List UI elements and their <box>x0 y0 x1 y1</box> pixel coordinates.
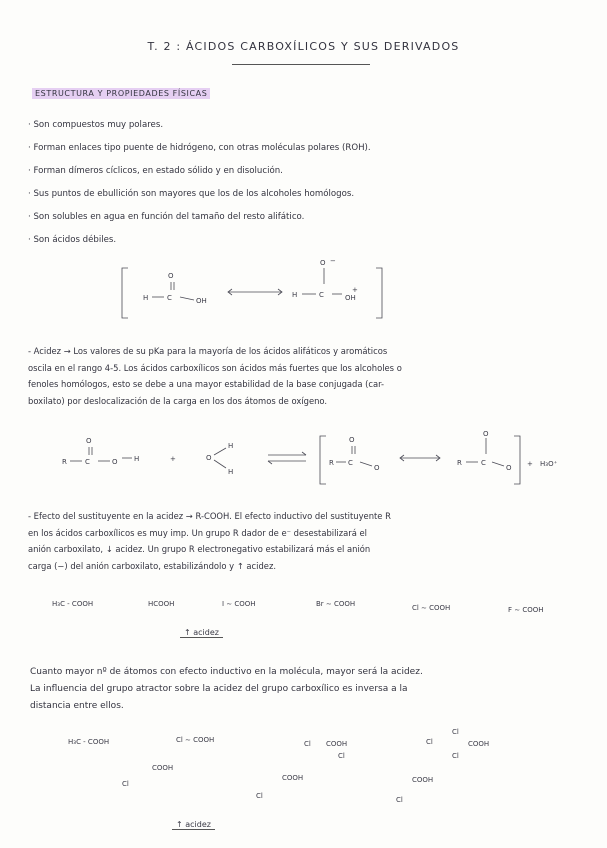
atom-label: H <box>134 455 140 463</box>
hydronium-label: H₃O⁺ <box>540 460 558 468</box>
atom-label: O <box>86 437 92 445</box>
compound-label: Cl ∼ COOH <box>176 736 215 744</box>
plus-sign: + <box>170 455 176 463</box>
atom-label: O <box>374 464 380 472</box>
substituent-paragraph <box>28 508 598 574</box>
compound-label: Cl <box>452 752 459 760</box>
charge-label: + <box>352 286 358 294</box>
compound-label: Cl <box>452 728 459 736</box>
highlight-marker <box>28 508 260 511</box>
atom-label: H <box>228 442 234 450</box>
list-item: · Forman enlaces tipo puente de hidrógeno, con otras moléculas polares (ROH). <box>28 143 371 153</box>
section-heading-text: ESTRUCTURA Y PROPIEDADES FÍSICAS <box>32 88 210 99</box>
atom-label: C <box>348 459 353 467</box>
inductive-effect-paragraph <box>30 664 600 715</box>
paragraph-line: distancia entre ellos. <box>30 701 124 711</box>
atom-label: O <box>349 436 355 444</box>
paragraph-line: oscila en el rango 4-5. Los ácidos carboxílicos son ácidos más fuertes que los alcoholes o <box>28 362 402 373</box>
compound-label: HCOOH <box>148 600 175 608</box>
atom-label: OH <box>196 297 207 305</box>
charge-label: − <box>330 257 336 265</box>
atom-label: H <box>292 291 298 299</box>
page-title: T. 2 : ÁCIDOS CARBOXÍLICOS Y SUS DERIVADOS <box>147 40 460 53</box>
right-bracket <box>514 436 520 484</box>
acidity-paragraph <box>28 343 598 409</box>
atom-label: C <box>319 291 324 299</box>
compound-label: H₃C - COOH <box>52 600 94 608</box>
paragraph-line: carga (−) del anión carboxilato, estabilizándolo y ↑ acidez. <box>28 560 277 571</box>
compound-label: COOH <box>152 764 174 772</box>
atom-label: C <box>481 459 486 467</box>
paragraph-line: - Efecto del sustituyente en la acidez → R-COOH. El efecto inductivo del sustituyente R <box>28 511 391 521</box>
compound-label: H₃C - COOH <box>68 738 110 746</box>
compound-label: Cl <box>396 796 403 804</box>
paragraph-line: La influencia del grupo atractor sobre la acidez del grupo carboxílico es inversa a la <box>30 684 408 694</box>
paragraph-line: - Acidez → Los valores de su pKa para la mayoría de los ácidos alifáticos y aromáticos <box>28 346 388 356</box>
compound-label: Cl <box>122 780 129 788</box>
paragraph-line: anión carboxilato, ↓ acidez. Un grupo R electronegativo estabilizará más el anión <box>28 544 371 555</box>
acidity-trend-label: ↑ acidez <box>180 628 223 638</box>
atom-label: O <box>112 458 118 466</box>
list-item: · Forman dímeros cíclicos, en estado sólido y en disolución. <box>28 166 283 176</box>
list-item: · Son ácidos débiles. <box>28 235 117 245</box>
atom-label: O <box>483 430 489 438</box>
paragraph-line: Cuanto mayor nº de átomos con efecto inductivo en la molécula, mayor será la acidez. <box>30 667 423 677</box>
paragraph-line: boxilato) por deslocalización de la carga en los dos átomos de oxígeno. <box>28 395 328 406</box>
atom-label: R <box>62 458 67 466</box>
paragraph-line: en los ácidos carboxílicos es muy imp. Un grupo R dador de e⁻ desestabilizará el <box>28 527 367 538</box>
compound-label: COOH <box>468 740 490 748</box>
compound-label: COOH <box>326 740 348 748</box>
right-bracket <box>376 268 382 318</box>
plus-sign: + <box>527 460 533 468</box>
compound-label: Cl <box>426 738 433 746</box>
bond <box>492 462 504 466</box>
acidity-trend-label: ↑ acidez <box>172 820 215 830</box>
compound-label: I ∼ COOH <box>222 600 256 608</box>
compound-label: Br ∼ COOH <box>316 600 356 608</box>
paragraph-line: fenoles homólogos, esto se debe a una mayor estabilidad de la base conjugada (car- <box>28 379 385 390</box>
compound-label: Cl ∼ COOH <box>412 604 451 612</box>
atom-label: O <box>506 464 512 472</box>
compound-label: COOH <box>412 776 434 784</box>
acid-equilibrium-diagram <box>62 430 558 484</box>
atom-label: H <box>143 294 149 302</box>
resonance-diagram <box>122 257 382 318</box>
bond <box>180 297 194 300</box>
compound-label: F ∼ COOH <box>508 606 544 614</box>
list-item: · Sus puntos de ebullición son mayores que los de los alcoholes homólogos. <box>28 189 355 199</box>
atom-label: C <box>167 294 172 302</box>
compound-label: Cl <box>304 740 311 748</box>
compound-label: COOH <box>282 774 304 782</box>
list-item: · Son compuestos muy polares. <box>28 120 164 130</box>
atom-label: OH <box>345 294 356 302</box>
bond <box>214 460 226 468</box>
left-bracket <box>122 268 128 318</box>
atom-label: O <box>320 259 326 267</box>
atom-label: R <box>329 459 334 467</box>
atom-label: O <box>206 454 212 462</box>
list-item: · Son solubles en agua en función del tamaño del resto alifático. <box>28 212 305 222</box>
bond <box>360 462 372 466</box>
atom-label: R <box>457 459 462 467</box>
bond <box>214 448 226 455</box>
atom-label: H <box>228 468 234 476</box>
atom-label: O <box>168 272 174 280</box>
atom-label: C <box>85 458 90 466</box>
compound-label: Cl <box>256 792 263 800</box>
compound-label: Cl <box>338 752 345 760</box>
left-bracket <box>320 436 326 484</box>
